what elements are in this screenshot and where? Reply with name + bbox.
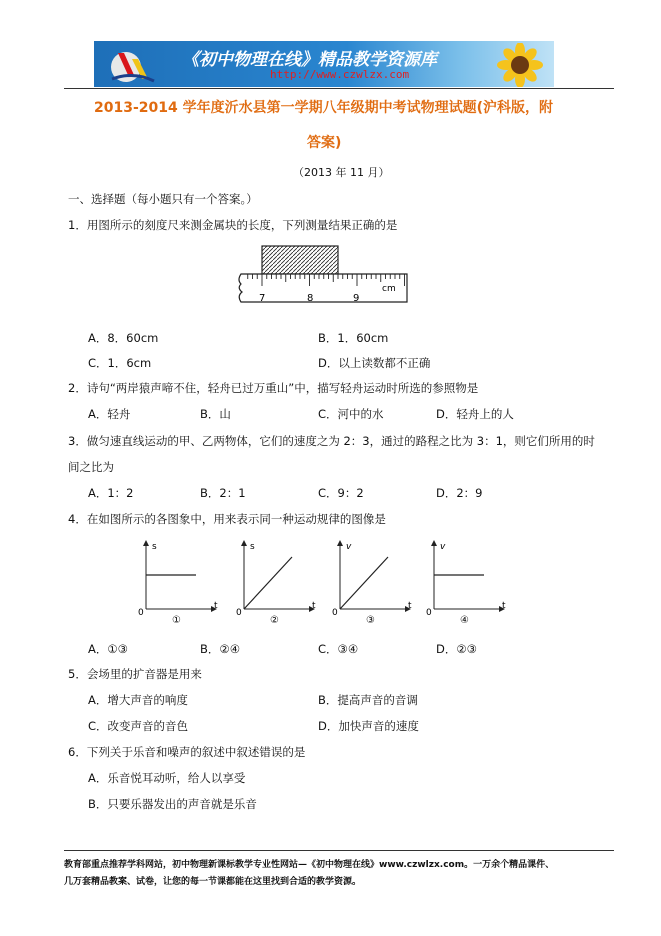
q6-option-a[interactable]: A．乐音悦耳动听，给人以享受 [88, 771, 246, 785]
header-banner [94, 41, 554, 87]
graph-4-number: ④ [460, 615, 469, 626]
graph-3-line [340, 557, 388, 609]
graph-2-xlabel: t [312, 601, 316, 611]
footer-line2: 几万套精品教案、试卷，让您的每一节课都能在这里找到合适的教学资源。 [64, 877, 362, 887]
motion-graphs [130, 535, 530, 627]
banner-title: 《初中物理在线》精品教学资源库 [182, 50, 437, 70]
q5-option-b[interactable]: B．提高声音的音调 [318, 693, 418, 707]
graph-1-origin: 0 [138, 608, 144, 618]
graph-2 [236, 541, 316, 626]
ruler-label-8: 8 [307, 293, 314, 304]
question-3-text-line2: 间之比为 [68, 460, 114, 474]
ruler-label-7: 7 [259, 293, 266, 304]
graph-4-origin: 0 [426, 608, 432, 618]
graph-4 [426, 541, 506, 626]
question-4-text: 4．在如图所示的各图象中，用来表示同一种运动规律的图像是 [68, 512, 386, 526]
sunflower-icon [490, 43, 550, 87]
q1-option-a[interactable]: A．8．60cm [88, 331, 159, 345]
graph-1-xlabel: t [214, 601, 218, 611]
q3-option-c[interactable]: C．9：2 [318, 486, 364, 500]
footer-divider [64, 850, 614, 851]
document-title-line1: 2013-2014 学年度沂水县第一学期八年级期中考试物理试题(沪科版，附 [94, 100, 554, 116]
q1-option-d[interactable]: D．以上读数都不正确 [318, 356, 431, 370]
document-date: （2013 年 11 月） [293, 166, 390, 179]
q4-option-a[interactable]: A．①③ [88, 642, 128, 656]
header-divider [64, 88, 614, 89]
q5-option-c[interactable]: C．改变声音的音色 [88, 719, 189, 733]
q4-option-d[interactable]: D．②③ [436, 642, 477, 656]
graph-2-ylabel: s [250, 542, 255, 552]
q5-option-d[interactable]: D．加快声音的速度 [318, 719, 419, 733]
graph-1-number: ① [172, 615, 181, 626]
graph-2-line [244, 557, 292, 609]
q3-option-a[interactable]: A．1：2 [88, 486, 134, 500]
graph-3-origin: 0 [332, 608, 338, 618]
graph-4-xlabel: t [502, 601, 506, 611]
document-title-line2: 答案) [307, 135, 342, 151]
section-heading: 一、选择题（每小题只有一个答案。） [68, 192, 258, 206]
q1-option-b[interactable]: B．1．60cm [318, 331, 389, 345]
question-3-text-line1: 3．做匀速直线运动的甲、乙两物体，它们的速度之为 2：3，通过的路程之比为 3：1，则它们所用的时 [68, 434, 595, 448]
ruler-unit: cm [382, 284, 396, 294]
graph-3-number: ③ [366, 615, 375, 626]
graph-3-ylabel: v [346, 542, 352, 552]
question-1-text: 1．用图所示的刻度尺来测金属块的长度，下列测量结果正确的是 [68, 218, 398, 232]
banner-url[interactable]: http://www.czwlzx.com [270, 68, 410, 81]
q1-option-c[interactable]: C．1．6cm [88, 356, 152, 370]
graph-3-xlabel: t [408, 601, 412, 611]
footer-line1: 教育部重点推荐学科网站，初中物理新课标教学专业性网站—《初中物理在线》www.czwlzx.com。一万余个精品课件、 [64, 860, 555, 870]
q4-option-b[interactable]: B．②④ [200, 642, 241, 656]
q4-option-c[interactable]: C．③④ [318, 642, 359, 656]
graph-2-origin: 0 [236, 608, 242, 618]
q3-option-b[interactable]: B．2：1 [200, 486, 246, 500]
graph-1 [138, 541, 218, 626]
graph-3 [332, 541, 412, 626]
q5-option-a[interactable]: A．增大声音的响度 [88, 693, 188, 707]
metal-block [262, 246, 338, 274]
ruler-label-9: 9 [353, 293, 360, 304]
graph-2-number: ② [270, 615, 279, 626]
ruler-diagram [237, 244, 412, 316]
q3-option-d[interactable]: D．2：9 [436, 486, 483, 500]
graph-4-ylabel: v [440, 542, 446, 552]
q2-option-a[interactable]: A．轻舟 [88, 407, 131, 421]
question-5-text: 5．会场里的扩音器是用来 [68, 667, 202, 681]
q2-option-c[interactable]: C．河中的水 [318, 407, 384, 421]
question-6-text: 6．下列关于乐音和噪声的叙述中叙述错误的是 [68, 745, 306, 759]
q2-option-d[interactable]: D．轻舟上的人 [436, 407, 514, 421]
q6-option-b[interactable]: B．只要乐器发出的声音就是乐音 [88, 797, 257, 811]
question-2-text: 2．诗句“两岸猿声啼不住，轻舟已过万重山”中，描写轻舟运动时所选的参照物是 [68, 381, 479, 395]
site-logo-icon [104, 45, 164, 85]
graph-1-ylabel: s [152, 542, 157, 552]
q2-option-b[interactable]: B．山 [200, 407, 231, 421]
